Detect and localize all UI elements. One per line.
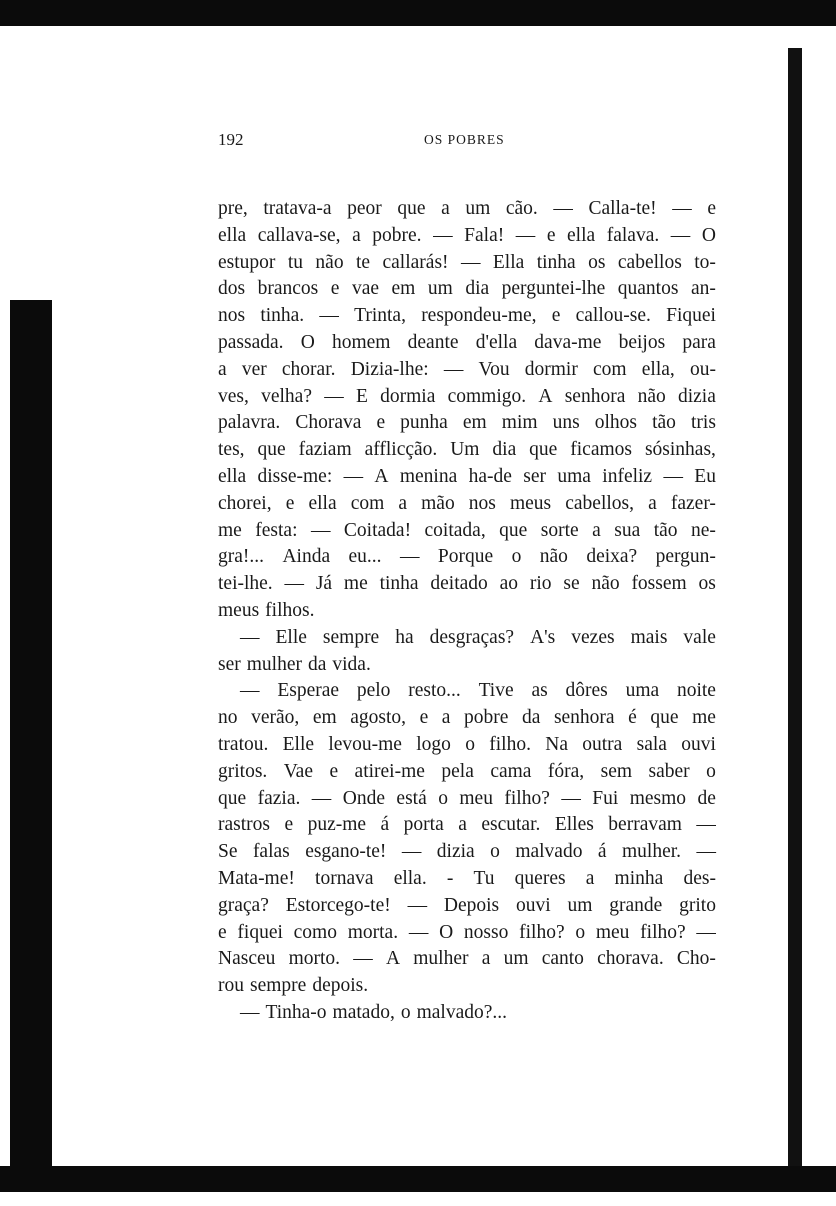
text-line: — Elle sempre ha desgraças? A's vezes mais vale [240, 626, 716, 648]
text-line: ella disse-me: — A menina ha-de ser uma infeliz — Eu [218, 465, 716, 487]
text-line: ves, velha? — E dormia commigo. A senhora não dizia [218, 385, 716, 407]
scan-border-right [788, 48, 802, 1168]
text-line: pre, tratava-a peor que a um cão. — Calla-te! — e [218, 198, 716, 219]
page-number: 192 [218, 130, 244, 149]
scan-border-left [10, 300, 52, 1180]
scan-border-bottom [0, 1166, 836, 1192]
text-line: e fiquei como morta. — O nosso filho? o meu filho? — [218, 921, 716, 943]
text-line: tratou. Elle levou-me logo o filho. Na outra sala ouvi [218, 733, 716, 755]
text-line: que fazia. — Onde está o meu filho? — Fui mesmo de [218, 787, 716, 809]
scan-border-top [0, 0, 836, 26]
text-line: a ver chorar. Dizia-lhe: — Vou dormir com ella, ou- [218, 358, 716, 380]
text-line: nos tinha. — Trinta, respondeu-me, e callou-se. Fiquei [218, 305, 716, 327]
text-line: tei-lhe. — Já me tinha deitado ao rio se não fossem os [218, 573, 716, 595]
text-line: gra!... Ainda eu... — Porque o não deixa? pergun- [218, 546, 716, 568]
text-line: ser mulher da vida. [218, 653, 371, 675]
text-line: no verão, em agosto, e a pobre da senhora é que me [218, 707, 716, 729]
text-line: graça? Estorcego-te! — Depois ouvi um grande grito [218, 894, 716, 916]
text-line: palavra. Chorava e punha em mim uns olhos tão tris [218, 412, 716, 434]
text-line: Se falas esgano-te! — dizia o malvado á mulher. — [218, 841, 716, 863]
running-title: OS POBRES [424, 132, 505, 147]
text-line: Nasceu morto. — A mulher a um canto chorava. Cho- [218, 948, 716, 970]
text-line: passada. O homem deante d'ella dava-me beijos para [218, 331, 716, 353]
text-line: dos brancos e vae em um dia perguntei-lhe quantos an- [218, 278, 716, 300]
text-line: chorei, e ella com a mão nos meus cabellos, a fazer- [218, 492, 716, 514]
text-line: estupor tu não te callarás! — Ella tinha os cabellos to- [218, 251, 716, 273]
text-line: — Tinha-o matado, o malvado?... [240, 1001, 508, 1023]
text-line: ella callava-se, a pobre. — Fala! — e ella falava. — O [218, 224, 716, 246]
text-line: tes, que faziam afflicção. Um dia que ficamos sósinhas, [218, 439, 716, 461]
text-line: gritos. Vae e atirei-me pela cama fóra, sem saber o [218, 760, 716, 782]
page-header [218, 130, 718, 154]
text-line: rou sempre depois. [218, 975, 369, 997]
text-line: meus filhos. [218, 599, 315, 621]
text-line: Mata-me! tornava ella. - Tu queres a minha des- [218, 867, 716, 889]
text-line: — Esperae pelo resto... Tive as dôres uma noite [240, 680, 716, 702]
text-line: rastros e puz-me á porta a escutar. Elles berravam — [218, 814, 716, 836]
text-line: me festa: — Coitada! coitada, que sorte a sua tão ne- [218, 519, 716, 541]
body-text [218, 196, 716, 1027]
